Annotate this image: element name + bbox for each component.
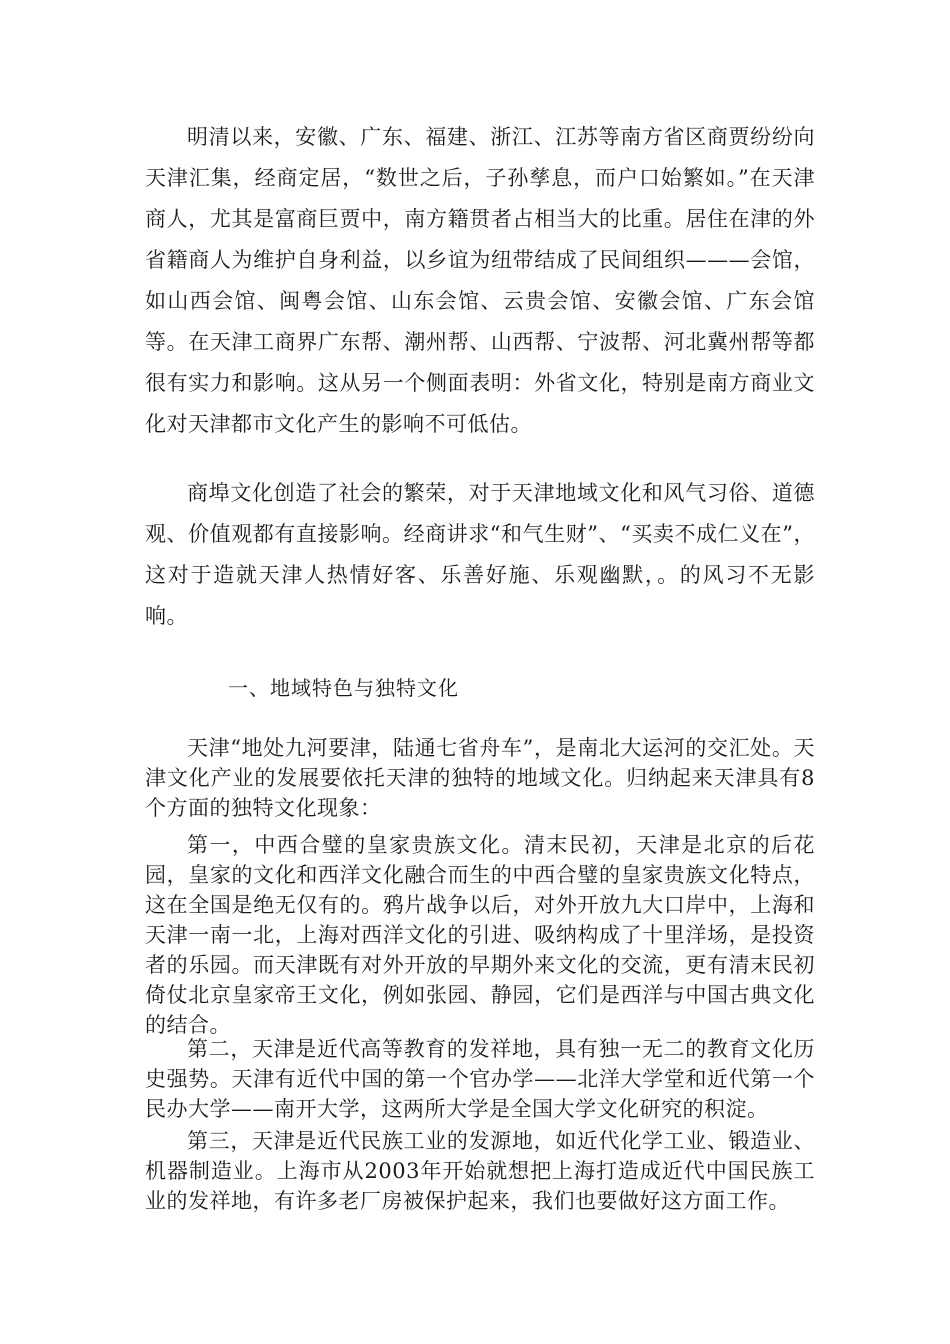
paragraph-commercial-culture: 商埠文化创造了社会的繁荣，对于天津地域文化和风气习俗、道德观、价值观都有直接影响。经商讲求“和气生财”、“买卖不成仁义在”，这对于造就天津人热情好客、乐善好施、乐观幽默，。的风习不无影响。	[145, 481, 815, 628]
paragraph-first-royal-culture: 第一，中西合璧的皇家贵族文化。清末民初，天津是北京的后花园，皇家的文化和西洋文化融合而生的中西合璧的皇家贵族文化特点，这在全国是绝无仅有的。鸦片战争以后，对外开放九大口岸中，上海和天津一南一北，上海对西洋文化的引进、吸纳构成了十里洋场，是投资者的乐园。而天津既有对外开放的早期外来文化的交流，更有清末民初倚仗北京皇家帝王文化，例如张园、静园，它们是西洋与中国古典文化的结合。	[145, 833, 815, 1037]
section-heading: 一、地域特色与独特文化	[228, 676, 459, 700]
paragraph-third-industry: 第三，天津是近代民族工业的发源地，如近代化学工业、锻造业、机器制造业。上海市从2003年开始就想把上海打造成近代中国民族工业的发祥地，有许多老厂房被保护起来，我们也要做好这方面工作。	[145, 1129, 815, 1213]
paragraph-second-education: 第二，天津是近代高等教育的发祥地，具有独一无二的教育文化历史强势。天津有近代中国的第一个官办学——北洋大学堂和近代第一个民办大学——南开大学，这两所大学是全国大学文化研究的积淀。	[145, 1037, 815, 1121]
paragraph-merchants-settlement: 明清以来，安徽、广东、福建、浙江、江苏等南方省区商贾纷纷向天津汇集，经商定居，“数世之后，子孙孳息，而户口始繁如。”在天津商人，尤其是富商巨贾中，南方籍贯者占相当大的比重。居住在津的外省籍商人为维护自身利益，以乡谊为纽带结成了民间组织———会馆，如山西会馆、闽粤会馆、山东会馆、云贵会馆、安徽会馆、广东会馆等。在天津工商界广东帮、潮州帮、山西帮、宁波帮、河北冀州帮等都很有实力和影响。这从另一个侧面表明：外省文化，特别是南方商业文化对天津都市文化产生的影响不可低估。	[145, 125, 815, 436]
paragraph-tianjin-location: 天津“地处九河要津，陆通七省舟车”，是南北大运河的交汇处。天津文化产业的发展要依托天津的独特的地域文化。归纳起来天津具有8个方面的独特文化现象：	[145, 736, 815, 820]
